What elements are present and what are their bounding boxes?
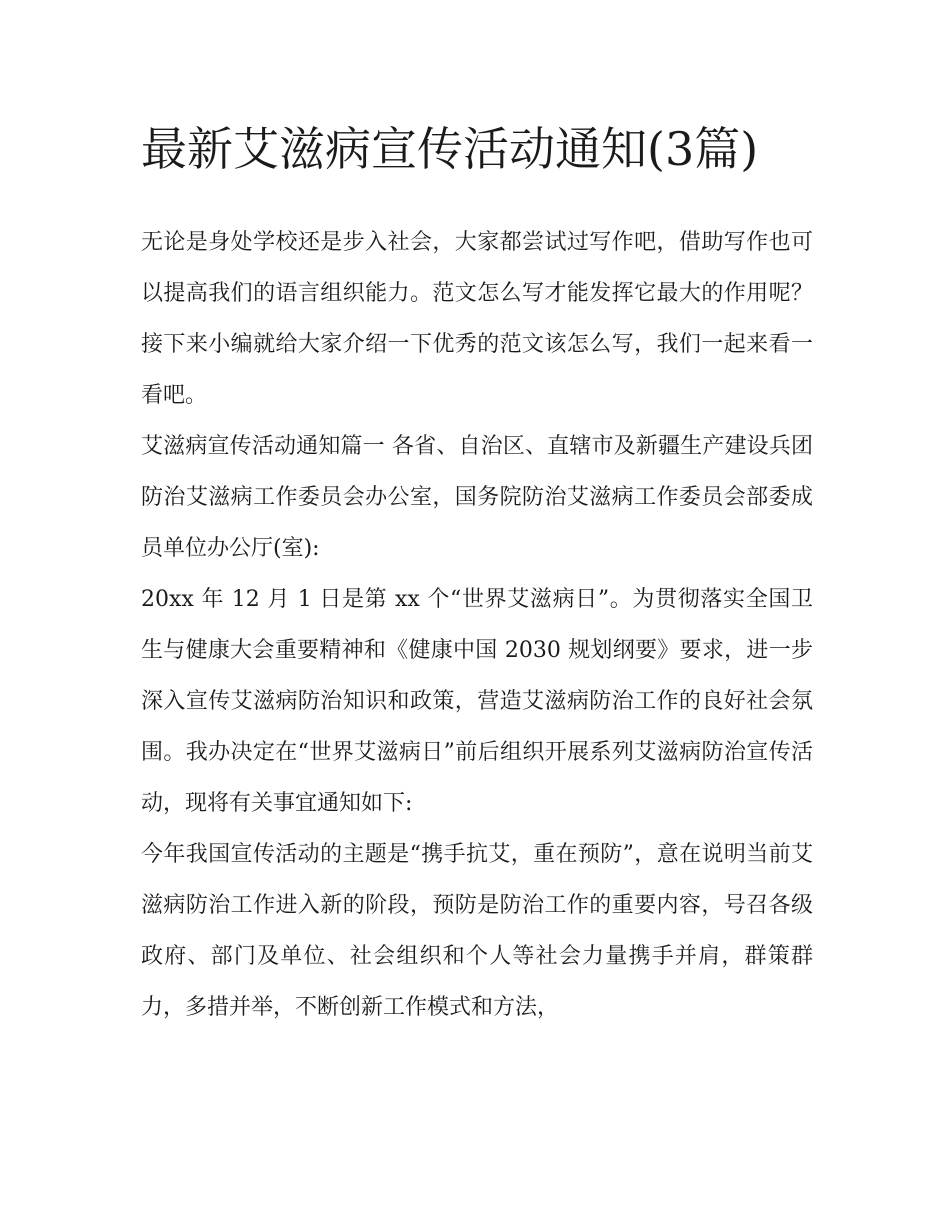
notice-heading-paragraph: 艾滋病宣传活动通知篇一 各省、自治区、直辖市及新疆生产建设兵团防治艾滋病工作委员会办公室，国务院防治艾滋病工作委员会部委成员单位办公厅(室): [141,434,813,561]
document-body [141,217,813,1033]
document-title: 最新艾滋病宣传活动通知(3篇) [141,122,759,176]
world-aids-day-paragraph: 20xx 年 12 月 1 日是第 xx 个“世界艾滋病日”。为贯彻落实全国卫生与健康大会重要精神和《健康中国 2030 规划纲要》要求，进一步深入宣传艾滋病防治知识和政策，营造艾滋病防治工作的良好社会氛围。我办决定在“世界艾滋病日”前后组织开展系列艾滋病防治宣传活动，现将有关事宜通知如下: [141,587,813,816]
intro-paragraph: 无论是身处学校还是步入社会，大家都尝试过写作吧，借助写作也可以提高我们的语言组织能力。范文怎么写才能发挥它最大的作用呢？接下来小编就给大家介绍一下优秀的范文该怎么写，我们一起来看一看吧。 [141,230,813,408]
theme-paragraph: 今年我国宣传活动的主题是“携手抗艾，重在预防”，意在说明当前艾滋病防治工作进入新的阶段，预防是防治工作的重要内容，号召各级政府、部门及单位、社会组织和个人等社会力量携手并肩，群策群力，多措并举，不断创新工作模式和方法， [141,842,813,1020]
document-content [141,112,813,1033]
